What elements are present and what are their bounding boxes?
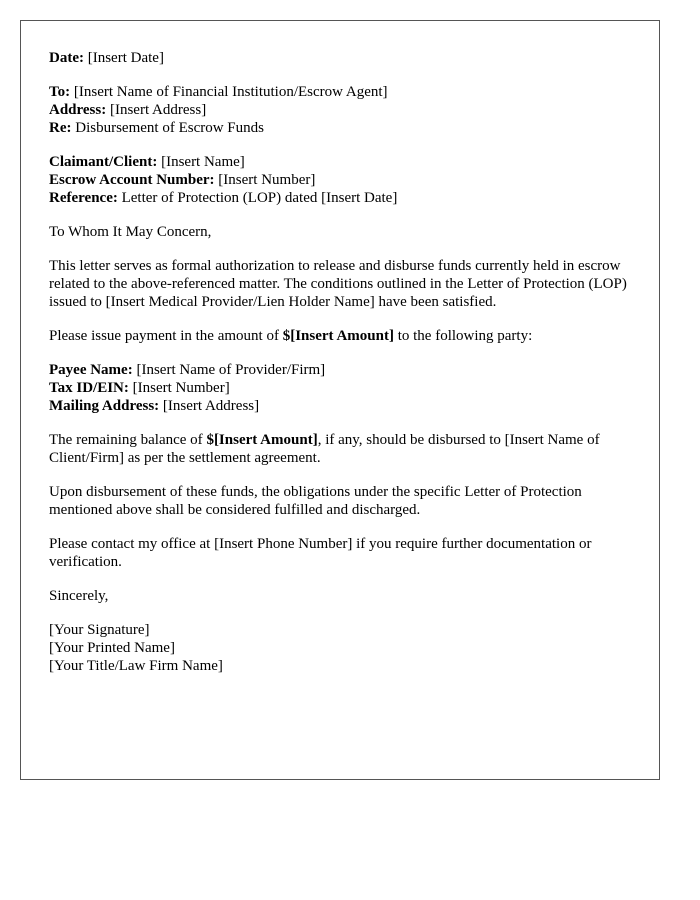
to-label: To:: [49, 84, 71, 100]
to-value: [Insert Name of Financial Institution/Escrow Agent]: [73, 84, 388, 100]
authorization-paragraph: This letter serves as formal authorization to release and disburse funds currently held in escrow related to the above-referenced matter. The conditions outlined in the Letter of Protection (LOP) issued to [Insert Medical Provider/Lien Holder Name] have been satisfied.: [49, 258, 627, 310]
escrow-account-label: Escrow Account Number:: [49, 172, 215, 188]
letter-page: [20, 20, 660, 780]
obligations-paragraph: Upon disbursement of these funds, the obligations under the specific Letter of Protection mentioned above shall be considered fulfilled and discharged.: [49, 484, 582, 518]
signature-block: [49, 621, 633, 675]
date-label: Date:: [49, 50, 84, 66]
address-label: Address:: [49, 102, 107, 118]
mailing-address-line: [49, 397, 633, 415]
remaining-balance-before: The remaining balance of: [49, 432, 207, 448]
matter-block: [49, 153, 633, 207]
payment-instruction-after: to the following party:: [393, 328, 533, 344]
claimant-line: [49, 153, 633, 171]
payment-instruction-before: Please issue payment in the amount of: [49, 328, 283, 344]
tax-id-value: [Insert Number]: [132, 380, 230, 396]
address-value: [Insert Address]: [109, 102, 207, 118]
recipient-block: [49, 83, 633, 137]
date-value: [Insert Date]: [87, 50, 164, 66]
payee-name-value: [Insert Name of Provider/Firm]: [136, 362, 326, 378]
payment-amount: $[Insert Amount]: [282, 328, 394, 344]
address-line: [49, 101, 633, 119]
tax-id-label: Tax ID/EIN:: [49, 380, 129, 396]
printed-name-line: [Your Printed Name]: [49, 640, 175, 656]
remaining-balance-after: , if any, should be disbursed to [Insert Name of Client/Firm] as per the settlement agreement.: [49, 432, 600, 466]
reference-label: Reference:: [49, 190, 118, 206]
payee-name-label: Payee Name:: [49, 362, 133, 378]
payee-name-line: [49, 361, 633, 379]
remaining-balance-paragraph: [49, 431, 633, 467]
title-firm-line: [Your Title/Law Firm Name]: [49, 658, 223, 674]
letter-content: [49, 49, 633, 691]
date-block: [49, 49, 633, 67]
escrow-account-value: [Insert Number]: [218, 172, 316, 188]
reference-line: [49, 189, 633, 207]
re-value: Disbursement of Escrow Funds: [75, 120, 264, 136]
claimant-value: [Insert Name]: [161, 154, 245, 170]
mailing-address-label: Mailing Address:: [49, 398, 160, 414]
salutation: To Whom It May Concern,: [49, 224, 212, 240]
contact-paragraph: Please contact my office at [Insert Phone Number] if you require further documentation or verification.: [49, 536, 592, 570]
remaining-balance-amount: $[Insert Amount]: [206, 432, 318, 448]
claimant-label: Claimant/Client:: [49, 154, 158, 170]
closing: Sincerely,: [49, 588, 109, 604]
escrow-account-line: [49, 171, 633, 189]
payee-block: [49, 361, 633, 415]
re-line: [49, 119, 633, 137]
reference-value: Letter of Protection (LOP) dated [Insert Date]: [121, 190, 398, 206]
payment-instruction: [49, 327, 633, 345]
re-label: Re:: [49, 120, 72, 136]
mailing-address-value: [Insert Address]: [162, 398, 260, 414]
tax-id-line: [49, 379, 633, 397]
to-line: [49, 83, 633, 101]
date-line: [49, 49, 633, 67]
signature-line: [Your Signature]: [49, 622, 150, 638]
